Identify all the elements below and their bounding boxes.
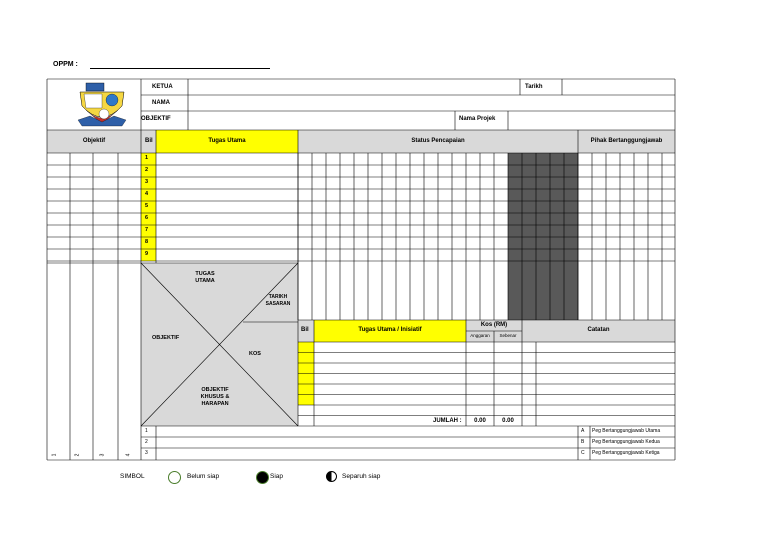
objective-col-number-3: 3 [99, 453, 106, 457]
objective-number-3: 3 [145, 450, 148, 456]
resp-label-a: Peg Bertanggungjawab Utama [592, 428, 661, 434]
task-number-4: 4 [145, 191, 149, 197]
separuh-siap-label: Separuh siap [342, 473, 381, 480]
objective-col-number-4: 4 [125, 453, 132, 457]
matrix-objektif: OBJEKTIF [152, 335, 180, 341]
matrix-objektif-khusus: OBJEKTIF KHUSUS & HARAPAN [200, 387, 230, 407]
matrix-tarikh-sasaran: TARIKH SASARAN [265, 294, 291, 307]
jumlah-label: JUMLAH : [433, 418, 462, 424]
jumlah-sebenar: 0.00 [502, 418, 514, 424]
catatan-header: Catatan [587, 327, 610, 333]
resp-code-b: B [581, 439, 585, 445]
matrix-kos: KOS [249, 351, 261, 357]
status-header: Status Pencapaian [411, 138, 465, 144]
objective-number-2: 2 [145, 439, 148, 445]
resp-label-b: Peg Bertanggungjawab Kedua [592, 439, 660, 445]
task-number-7: 7 [145, 227, 149, 233]
objektif-label: OBJEKTIF [141, 116, 171, 122]
siap-label: Siap [270, 473, 284, 480]
tugas-utama-header: Tugas Utama [208, 138, 246, 144]
belum-siap-icon [168, 471, 181, 484]
task-number-9: 9 [145, 251, 149, 257]
task-number-5: 5 [145, 203, 149, 209]
belum-siap-label: Belum siap [187, 473, 220, 480]
objective-col-number-2: 2 [74, 453, 81, 457]
simbol-label: SIMBOL [120, 473, 145, 480]
nama-label: NAMA [152, 100, 170, 106]
task-number-3: 3 [145, 179, 149, 185]
pihak-header: Pihak Bertanggungjawab [590, 138, 663, 144]
cost-anggaran-header: Anggaran [470, 333, 490, 338]
resp-label-c: Peg Bertanggungjawab Ketiga [592, 450, 660, 456]
objektif-header: Objektif [82, 138, 106, 144]
tarikh-label: Tarikh [525, 84, 543, 90]
bil-header: Bil [145, 138, 153, 144]
ketua-label: KETUA [152, 84, 173, 90]
task-number-1: 1 [145, 155, 149, 161]
cost-sebenar-header: Sebenar [499, 333, 517, 338]
matrix-tugas-utama: TUGAS UTAMA [195, 271, 215, 284]
task-number-8: 8 [145, 239, 149, 245]
cost-bil-header: Bil [301, 327, 309, 333]
cost-kos-header: Kos (RM) [480, 322, 508, 328]
oppm-label: OPPM : [53, 61, 78, 68]
resp-code-c: C [581, 450, 585, 456]
separuh-siap-icon [326, 471, 337, 482]
siap-icon [256, 471, 269, 484]
task-number-2: 2 [145, 167, 149, 173]
jumlah-anggaran: 0.00 [474, 418, 486, 424]
resp-code-a: A [581, 428, 585, 434]
nama-projek-label: Nama Projek [459, 116, 496, 122]
objective-number-1: 1 [145, 428, 148, 434]
task-number-6: 6 [145, 215, 149, 221]
objective-col-number-1: 1 [51, 453, 58, 457]
cost-tugas-header: Tugas Utama / Inisiatif [358, 327, 422, 333]
